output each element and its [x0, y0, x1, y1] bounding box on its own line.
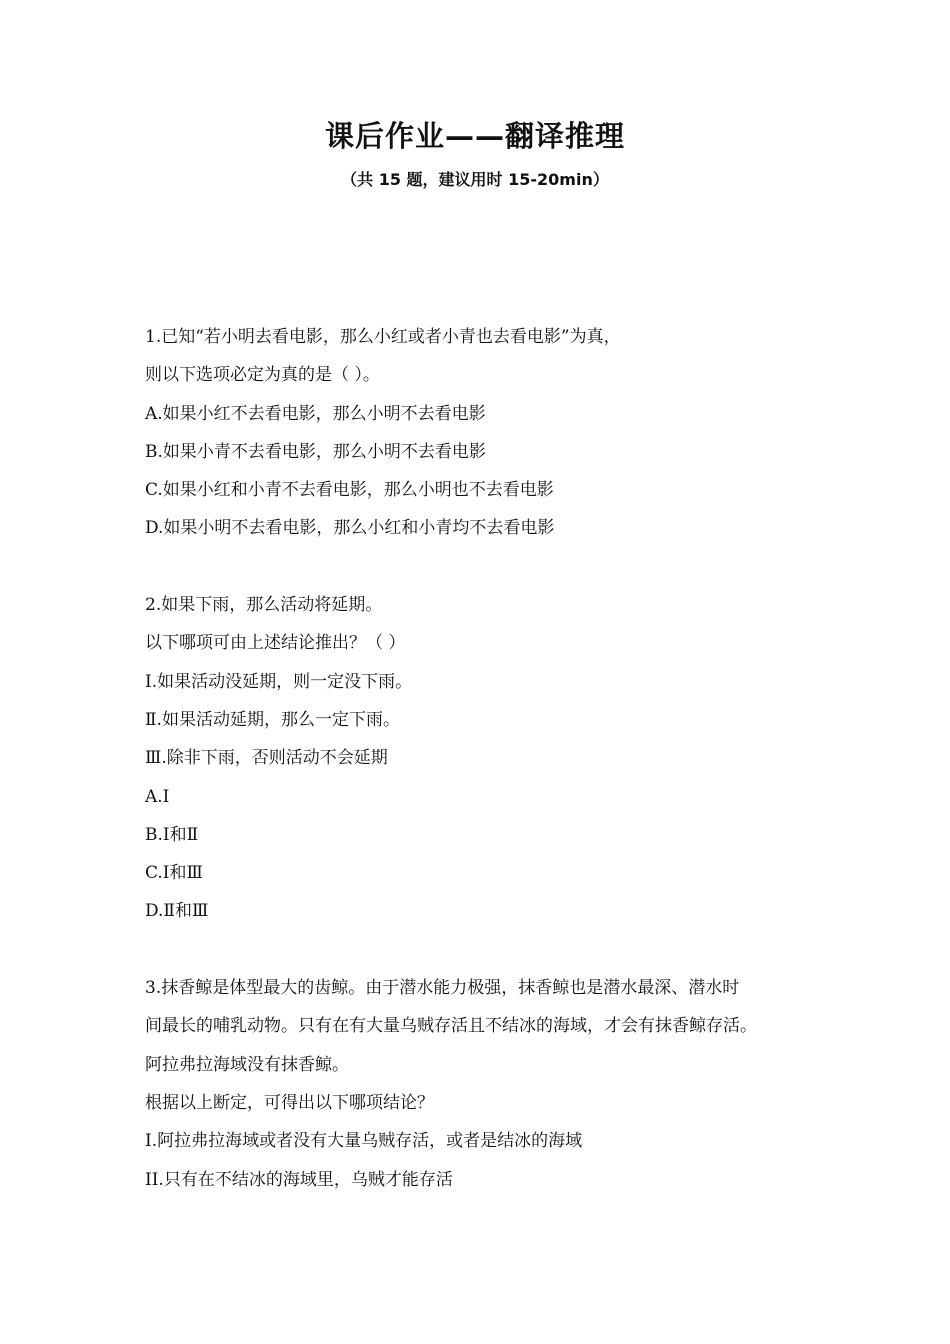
- question-1: [145, 318, 825, 548]
- question-stem-line: 间最长的哺乳动物。只有在有大量乌贼存活且不结冰的海域，才会有抹香鲸存活。: [145, 1016, 757, 1037]
- question-stem-line: 阿拉弗拉海域没有抹香鲸。: [145, 1054, 349, 1075]
- answer-option-b: B.如果小青不去看电影，那么小明不去看电影: [145, 441, 486, 462]
- spacer: [145, 548, 825, 586]
- answer-option-c: C.Ⅰ和Ⅲ: [145, 863, 203, 884]
- page-title: 课后作业——翻译推理: [324, 119, 625, 153]
- question-stem-line: 根据以上断定，可得出以下哪项结论？: [145, 1092, 434, 1113]
- answer-option-a: A.如果小红不去看电影，那么小明不去看电影: [145, 403, 486, 424]
- page-subtitle: （共 15 题，建议用时 15-20min）: [341, 170, 609, 189]
- question-statement-3: Ⅲ.除非下雨，否则活动不会延期: [145, 748, 388, 769]
- spacer: [145, 931, 825, 969]
- question-statement-2: II.只有在不结冰的海域里，乌贼才能存活: [145, 1169, 453, 1190]
- question-statement-1: I.阿拉弗拉海域或者没有大量乌贼存活，或者是结冰的海域: [145, 1131, 583, 1152]
- question-stem-line: 则以下选项必定为真的是（ ）。: [145, 365, 380, 386]
- question-stem-line: 以下哪项可由上述结论推出？（ ）: [145, 633, 406, 654]
- question-stem-line: 1.已知“若小明去看电影，那么小红或者小青也去看电影”为真，: [145, 327, 621, 347]
- question-list: [145, 318, 825, 1199]
- question-2: [145, 586, 825, 931]
- answer-option-c: C.如果小红和小青不去看电影，那么小明也不去看电影: [145, 480, 554, 501]
- question-stem-line: 3.抹香鲸是体型最大的齿鲸。由于潜水能力极强，抹香鲸也是潜水最深、潜水时: [145, 978, 740, 999]
- answer-option-b: B.Ⅰ和Ⅱ: [145, 824, 199, 845]
- question-statement-1: Ⅰ.如果活动没延期，则一定没下雨。: [145, 671, 413, 692]
- answer-option-d: D.如果小明不去看电影，那么小红和小青均不去看电影: [145, 518, 555, 539]
- question-stem-line: 2.如果下雨，那么活动将延期。: [145, 595, 383, 616]
- answer-option-d: D.Ⅱ和Ⅲ: [145, 901, 209, 922]
- answer-option-a: A.Ⅰ: [145, 786, 170, 807]
- question-3: [145, 969, 825, 1199]
- question-statement-2: Ⅱ.如果活动延期，那么一定下雨。: [145, 709, 400, 730]
